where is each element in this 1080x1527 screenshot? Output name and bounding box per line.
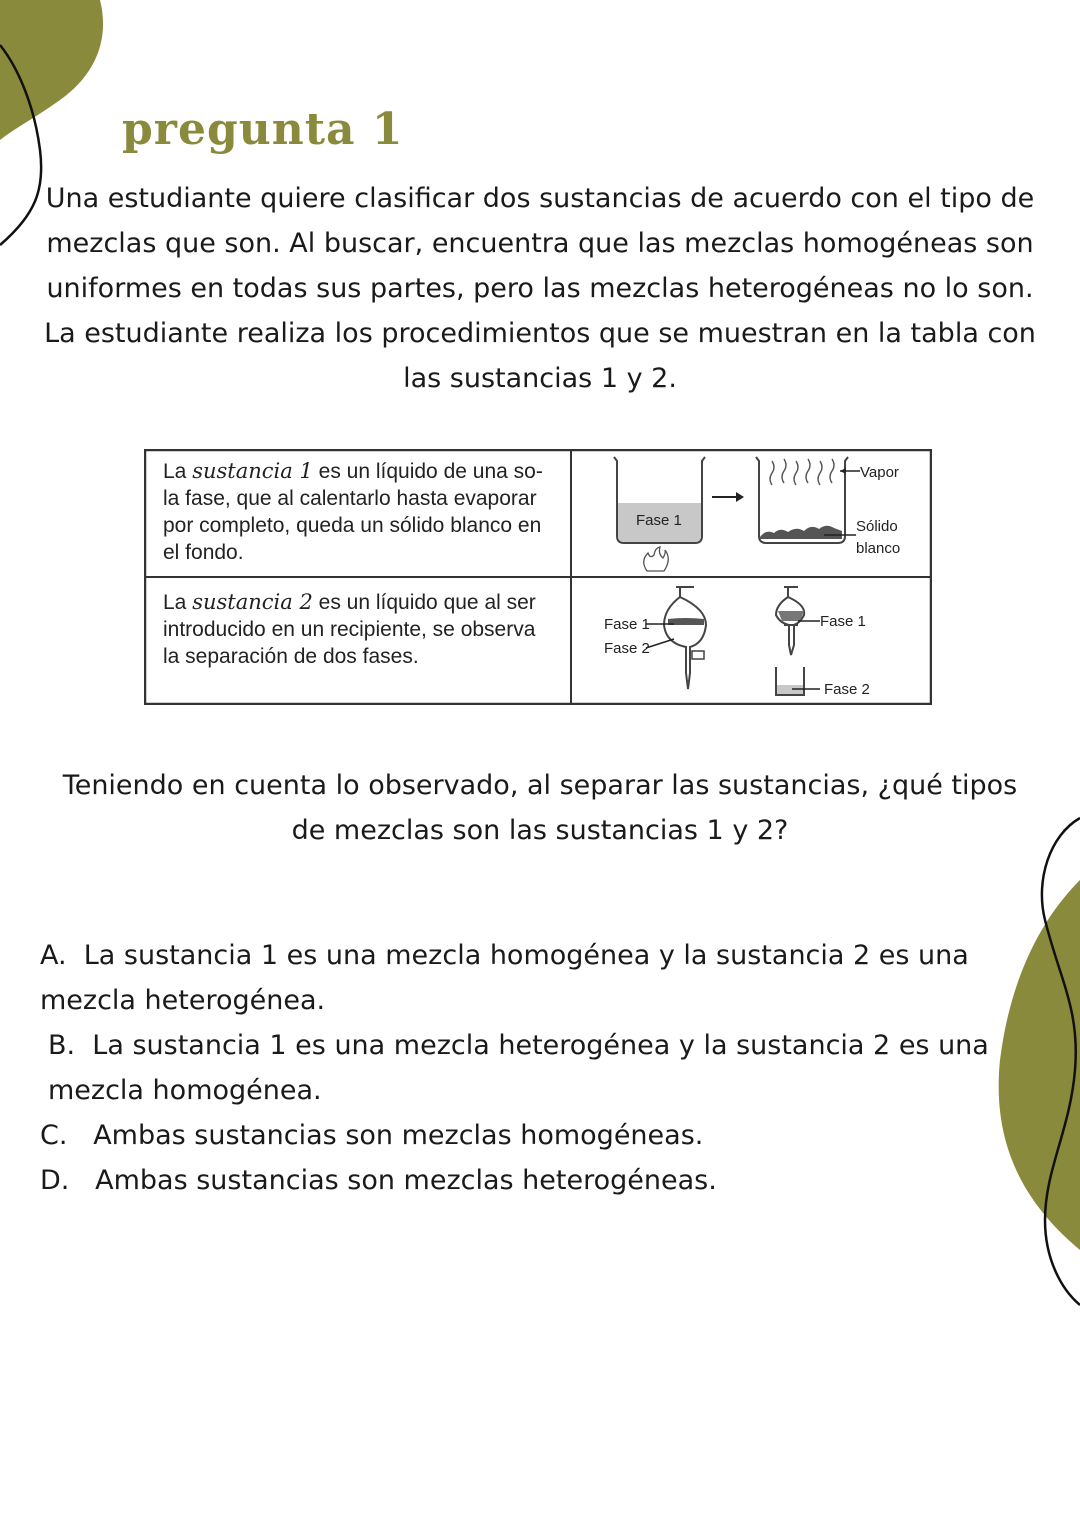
right-blob: [999, 880, 1080, 1250]
page-title: pregunta 1: [122, 104, 404, 155]
option-a[interactable]: [40, 933, 1000, 1023]
svg-text:la fase, que al calentarlo has: la fase, que al calentarlo hasta evaporar: [163, 487, 537, 510]
svg-text:La sustancia 2 es un líquido q: La sustancia 2 es un líquido que al ser: [163, 590, 536, 614]
option-text: La sustancia 1 es una mezcla homogénea y la sustancia 2 es una mezcla heterogénea.: [40, 940, 969, 1016]
svg-text:Fase 1: Fase 1: [820, 613, 866, 630]
option-text: Ambas sustancias son mezclas heterogéneas.: [95, 1165, 717, 1196]
svg-text:Fase 2: Fase 2: [824, 681, 870, 698]
procedure-table: [144, 449, 932, 705]
svg-text:la separación de dos fases.: la separación de dos fases.: [163, 645, 419, 668]
svg-text:el fondo.: el fondo.: [163, 541, 244, 564]
option-c[interactable]: [40, 1113, 1000, 1158]
right-curve: [1042, 818, 1080, 1305]
svg-text:blanco: blanco: [856, 540, 901, 557]
option-b[interactable]: [40, 1023, 1000, 1113]
svg-text:Fase 1: Fase 1: [604, 616, 650, 633]
option-letter: A.: [40, 940, 67, 971]
procedure-table-graphic: [144, 449, 932, 705]
question-text: Teniendo en cuenta lo observado, al separar las sustancias, ¿qué tipos de mezclas son las sustancias 1 y 2?: [62, 770, 1018, 846]
svg-text:por completo, queda un sólido: por completo, queda un sólido blanco en: [163, 514, 542, 537]
option-d[interactable]: [40, 1158, 1000, 1203]
option-letter: B.: [48, 1030, 76, 1061]
svg-text:Sólido: Sólido: [856, 518, 898, 535]
svg-text:La sustancia 1 es un líquido d: La sustancia 1 es un líquido de una so-: [163, 459, 543, 483]
top-left-blob: [0, 0, 103, 140]
svg-text:Fase 2: Fase 2: [604, 640, 650, 657]
option-text: Ambas sustancias son mezclas homogéneas.: [93, 1120, 704, 1151]
answer-options: [40, 933, 1000, 1203]
option-letter: D.: [40, 1165, 70, 1196]
intro-paragraph: Una estudiante quiere clasificar dos sustancias de acuerdo con el tipo de mezclas que son. Al buscar, encuentra que las mezclas homogéneas son uniformes en todas sus partes, pero las mezclas heterogéneas no lo son. La estudiante realiza los procedimientos que se muestran en la tabla con las sustancias 1 y 2.: [44, 183, 1036, 394]
option-letter: C.: [40, 1120, 68, 1151]
svg-text:introducido en un recipiente,: introducido en un recipiente, se observa: [163, 618, 536, 641]
phase-label: Fase 1: [636, 512, 682, 529]
svg-text:Vapor: Vapor: [860, 464, 899, 481]
option-text: La sustancia 1 es una mezcla heterogénea y la sustancia 2 es una mezcla homogénea.: [48, 1030, 989, 1106]
